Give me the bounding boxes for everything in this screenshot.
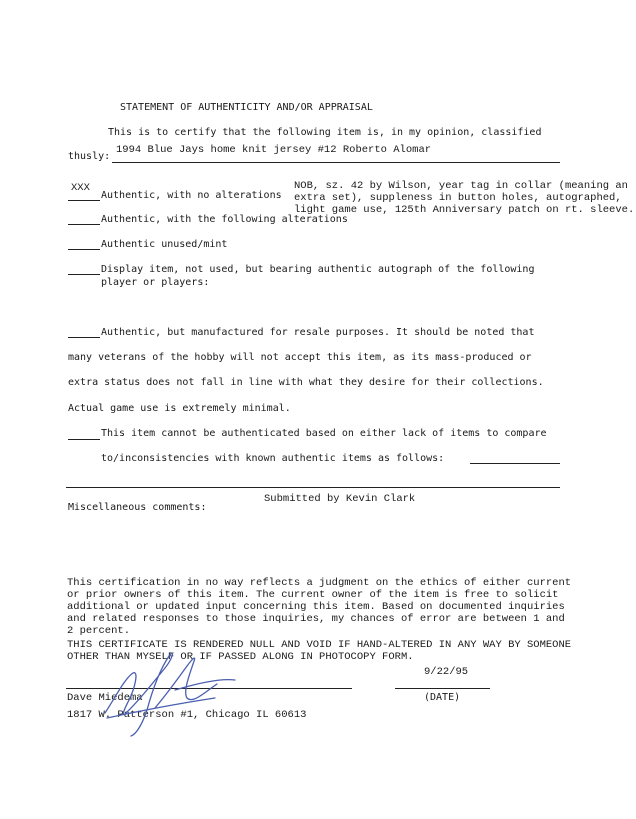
section-divider <box>66 487 560 488</box>
disclaimer-line-5: 2 percent. <box>67 625 131 637</box>
notes-line-1: NOB, sz. 42 by Wilson, year tag in collar (meaning an <box>294 180 628 192</box>
notes-line-3: light game use, 125th Anniversary patch on rt. sleeve. <box>294 204 635 216</box>
signer-name: Dave Miedema <box>67 692 143 704</box>
intro-text: This is to certify that the following item is, in my opinion, classified <box>108 127 542 138</box>
option-5-blank <box>68 337 100 338</box>
misc-comments-label: Miscellaneous comments: <box>68 502 207 513</box>
date-label: (DATE) <box>424 692 461 703</box>
option-4-line-2: player or players: <box>101 277 210 288</box>
option-1-blank <box>68 200 100 201</box>
option-1-label: Authentic, with no alterations <box>101 190 282 201</box>
disclaimer-line-4: and related responses to those inquiries, my chances of error are between 1 and <box>67 613 565 625</box>
option-5-line-4: Actual game use is extremely minimal. <box>68 403 291 414</box>
handwritten-signature <box>95 618 255 738</box>
thusly-label: thusly: <box>68 151 111 162</box>
option-1-mark: XXX <box>71 182 90 194</box>
option-6-blank <box>68 439 100 440</box>
option-5-line-2: many veterans of the hobby will not accept this item, as its mass-produced or <box>68 352 532 363</box>
item-description: 1994 Blue Jays home knit jersey #12 Roberto Alomar <box>116 144 432 156</box>
option-6-line-1: This item cannot be authenticated based on either lack of items to compare <box>101 428 547 439</box>
option-2-blank <box>68 224 100 225</box>
notes-line-2: extra set), suppleness in button holes, autographed, <box>294 192 622 204</box>
date-value: 9/22/95 <box>424 666 469 678</box>
option-5-line-1: Authentic, but manufactured for resale purposes. It should be noted that <box>101 327 535 338</box>
disclaimer-line-3: additional or updated input concerning this item. Based on documented inquiries <box>67 601 565 613</box>
option-2-label: Authentic, with the following alterations <box>101 214 348 225</box>
disclaimer-line-2: or prior owners of this item. The current owner of the item is free to solicit <box>67 589 559 601</box>
option-5-line-3: extra status does not fall in line with what they desire for their collections. <box>68 377 544 388</box>
date-line <box>395 688 490 689</box>
signer-address: 1817 W. Patterson #1, Chicago IL 60613 <box>67 709 307 721</box>
option-4-line-1: Display item, not used, but bearing authentic autograph of the following <box>101 264 535 275</box>
warning-line-1: THIS CERTIFICATE IS RENDERED NULL AND VOID IF HAND-ALTERED IN ANY WAY BY SOMEONE <box>67 639 572 651</box>
warning-line-2: OTHER THAN MYSELF OR IF PASSED ALONG IN PHOTOCOPY FORM. <box>67 651 414 663</box>
option-4-blank <box>68 274 100 275</box>
disclaimer-line-1: This certification in no way reflects a judgment on the ethics of either current <box>67 577 572 589</box>
option-3-blank <box>68 249 100 250</box>
option-3-label: Authentic unused/mint <box>101 239 228 250</box>
item-underline <box>112 162 560 163</box>
option-6-line-2: to/inconsistencies with known authentic items as follows: <box>101 453 445 464</box>
document-title: STATEMENT OF AUTHENTICITY AND/OR APPRAISAL <box>120 102 373 113</box>
submitted-by: Submitted by Kevin Clark <box>264 493 416 505</box>
option-6-answer-line <box>470 463 560 464</box>
